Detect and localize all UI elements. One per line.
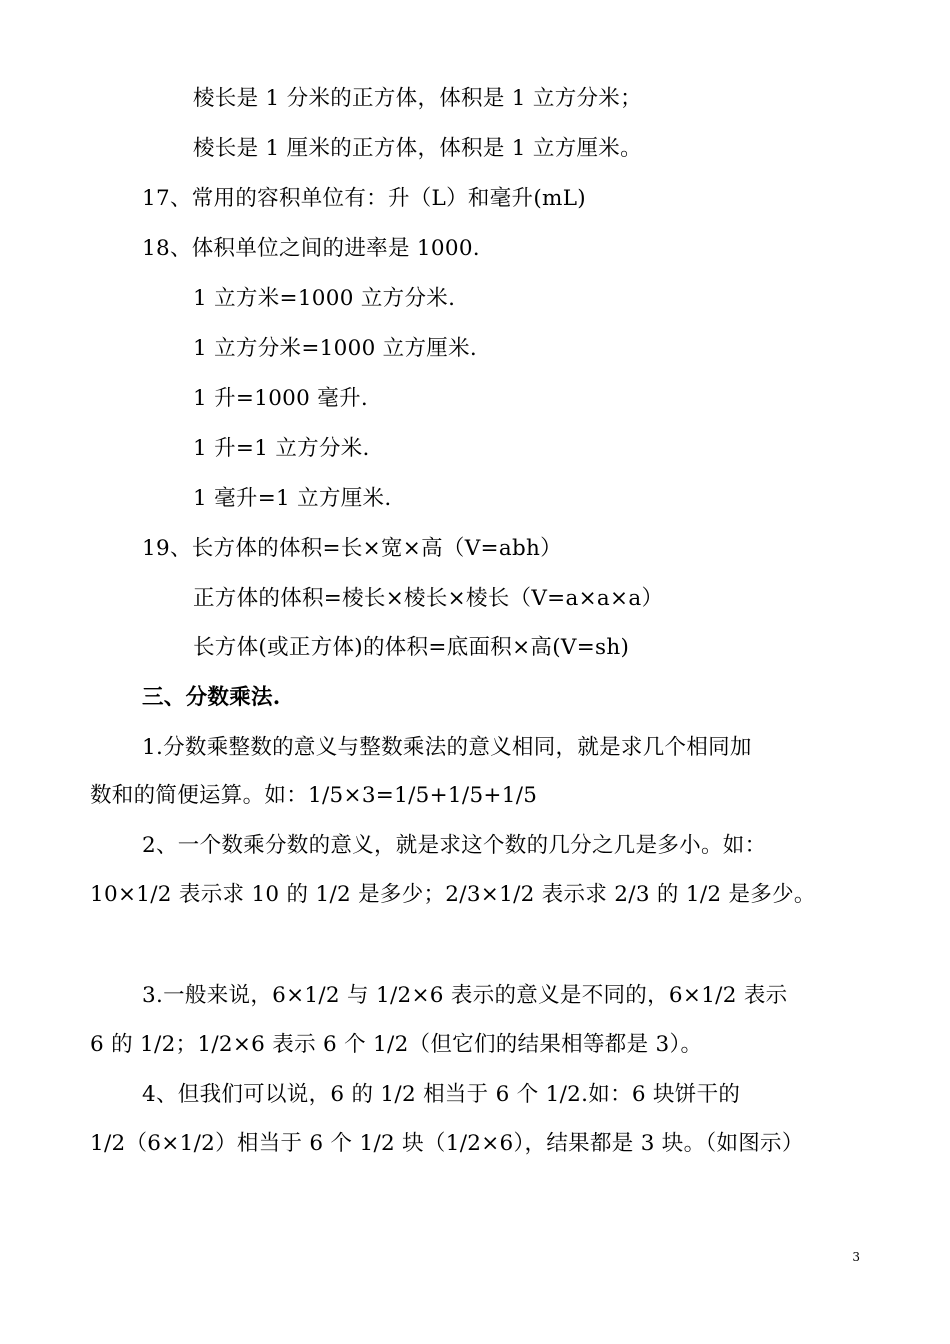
page-number: 3 (852, 1250, 860, 1264)
text-line: 正方体的体积=棱长×棱长×棱长（V=a×a×a） (193, 586, 664, 611)
text-line: 10×1/2 表示求 10 的 1/2 是多少；2/3×1/2 表示求 2/3 的 1/2 是多少。 (90, 882, 816, 907)
text-line: 4、但我们可以说，6 的 1/2 相当于 6 个 1/2.如：6 块饼干的 (142, 1082, 741, 1107)
text-line: 数和的简便运算。如：1/5×3=1/5+1/5+1/5 (90, 783, 538, 808)
section-heading: 三、分数乘法. (142, 685, 281, 710)
text-line: 17、常用的容积单位有：升（L）和毫升(mL) (142, 186, 586, 211)
text-line: 1 毫升=1 立方厘米. (193, 486, 392, 511)
text-line: 棱长是 1 厘米的正方体，体积是 1 立方厘米。 (193, 136, 642, 161)
text-line: 1 立方分米=1000 立方厘米. (193, 336, 478, 361)
text-line: 1 升=1000 毫升. (193, 386, 369, 411)
text-line: 19、长方体的体积=长×宽×高（V=abh） (142, 536, 562, 561)
text-line: 3.一般来说，6×1/2 与 1/2×6 表示的意义是不同的，6×1/2 表示 (142, 983, 788, 1008)
text-line: 2、一个数乘分数的意义，就是求这个数的几分之几是多小。如： (142, 833, 767, 858)
text-line: 18、体积单位之间的进率是 1000. (142, 236, 480, 261)
text-line: 1 立方米=1000 立方分米. (193, 286, 456, 311)
text-line: 长方体(或正方体)的体积=底面积×高(V=sh) (193, 635, 630, 660)
text-line: 6 的 1/2；1/2×6 表示 6 个 1/2（但它们的结果相等都是 3）。 (90, 1032, 703, 1057)
text-line: 棱长是 1 分米的正方体，体积是 1 立方分米； (193, 86, 642, 111)
text-line: 1.分数乘整数的意义与整数乘法的意义相同，就是求几个相同加 (142, 735, 752, 760)
text-line: 1 升=1 立方分米. (193, 436, 370, 461)
text-line: 1/2（6×1/2）相当于 6 个 1/2 块（1/2×6），结果都是 3 块。（如图示） (90, 1131, 804, 1156)
